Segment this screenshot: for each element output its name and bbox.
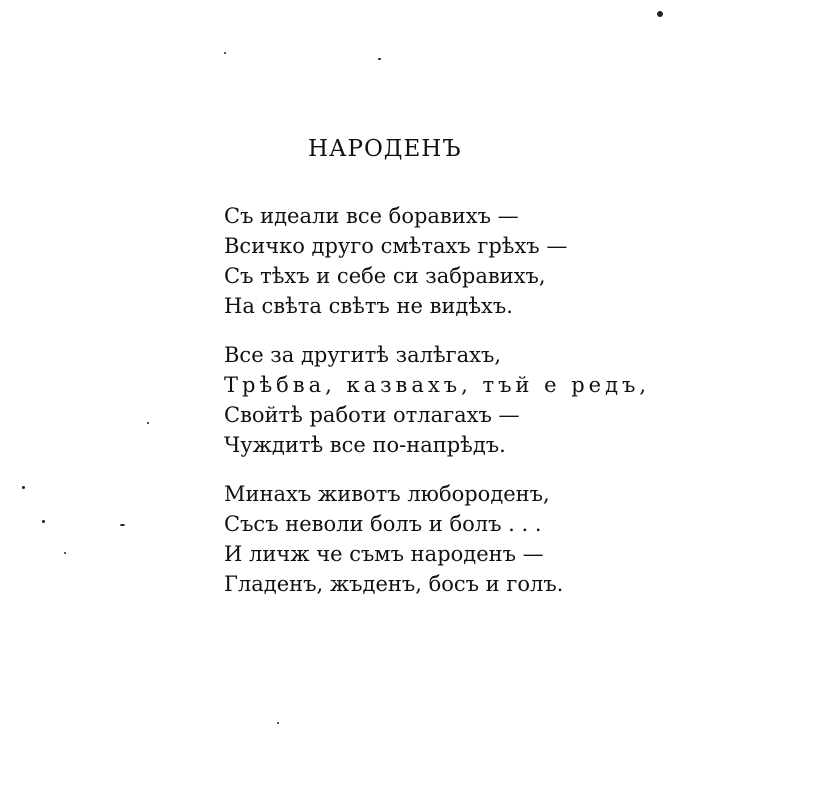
poem-line: Съсъ неволи болъ и болъ . . . (224, 512, 542, 536)
stanza-2 (224, 340, 654, 460)
ink-speck (224, 52, 226, 54)
ink-speck (22, 486, 25, 489)
poem-line: Чуждитѣ все по-напрѣдъ. (224, 433, 506, 457)
poem-body (224, 201, 654, 618)
stanza-3 (224, 479, 654, 599)
poem-title: НАРОДЕНЪ (308, 136, 462, 162)
ink-speck (64, 552, 66, 554)
stanza-1 (224, 201, 654, 321)
poem-line: Свойтѣ работи отлагахъ — (224, 403, 520, 427)
poem-line: Минахъ животъ любороденъ, (224, 482, 550, 506)
ink-speck (378, 58, 381, 60)
ink-speck (277, 722, 279, 724)
poem-line: Съ тѣхъ и себе си забравихъ, (224, 264, 546, 288)
poem-line: Все за другитѣ залѣгахъ, (224, 343, 502, 367)
poem-line: Трѣбва, казвахъ, тъй е редъ, (224, 373, 651, 397)
ink-speck (657, 11, 663, 17)
poem-line: И личж че съмъ народенъ — (224, 542, 544, 566)
poem-line: Всичко друго смѣтахъ грѣхъ — (224, 234, 568, 258)
poem-line: Гладенъ, жъденъ, босъ и голъ. (224, 572, 564, 596)
poem-line: На свѣта свѣтъ не видѣхъ. (224, 294, 513, 318)
ink-speck (147, 422, 149, 424)
ink-speck (120, 524, 125, 526)
poem-line: Съ идеали все боравихъ — (224, 204, 519, 228)
ink-speck (42, 520, 45, 523)
